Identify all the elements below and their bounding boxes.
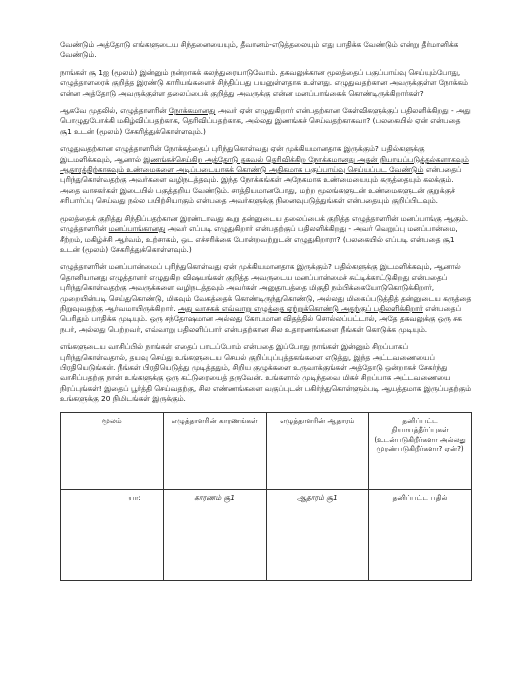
cell-source: யா: xyxy=(61,489,164,580)
underlined-text: நோக்கமானது xyxy=(168,106,216,116)
paragraph xyxy=(60,342,472,404)
paragraph-text: எழுத்தாளரின் மனப்பான்மைப் புரிந்துகொள்வது ஏன் முக்கியமானதாக இருக்கும்? பதில்களுக்கு இடமளிக்கவும், ஆனால் தொனியானது எழுத்தாளர் எழுதுகிற விஷயங்கள் குறித்த அவருடைய மனப்பான்மைச் சுட்டிக்காட்டுகிறது என்பதைப் புரிந்துகொள்வதற்கு அவருக்களை வழிநடத்தவும் அவர்கள் அனுதாபத்தை மிகுதி நம்பிக்கையோடுகொடுக்கிறார், முறையின்படி செய்துகொண்டு, மிகவும் வேகத்தைக் கொண்டிருந்துகொண்டு, அல்லது மிகைப்படுத்தித் தன்னுடைய கருத்தை நிறுவுவதற்கு ஆர்வமாயிருக்கிறார். xyxy=(60,262,472,313)
paragraph-text: அவர் எப்படி எழுதுகிறார் என்பதற்குப் பதிலளிக்கிறது - அவர் வெறுப்பு மனப்பான்மை, சீற்றம், மகிழ்ச்சி ஆர்வம், உற்சாகம், ஒட எச்சரிக்கை போன்றவற்றுடன் எழுதுகிறாரா? (பலகையில் எப்படி என்பதை சூ1 உடன் (மூலம்) சேகரித்துக்கொள்ளவும்.) xyxy=(60,224,458,254)
header-source: மூலம் xyxy=(61,412,164,489)
cell-personal-response: தனிப்பட்ட பதில் xyxy=(369,489,472,580)
table-header-row xyxy=(61,412,472,489)
table-row xyxy=(61,489,472,580)
header-personal-judgements: தனிப்பட்ட நியாயத்தீர்ப்புகள் (உடன்படுகிறீர்களா அல்லது முரண்படுகிறீர்களா? ஏன்?) xyxy=(369,412,472,489)
underlined-text: அது வாசகக் எவ்வாறு எழுத்தை ஏற்றுக்கொண்டு அதற்குப் பதிலளிக்கிறார் xyxy=(177,303,423,313)
cell-evidence: ஆதாரம் சூ1 xyxy=(266,489,369,580)
paragraph-text: ஆகவே முதலில், எழுத்தாளரின் xyxy=(60,106,169,116)
paragraph-text: நாங்கள் சூ 1ஐ (மூலம்) இன்னும் நன்றாகக் கலந்துரையாடுவோம். தகவலுக்கான மூலத்தைப் பகுப்பாய்வு செய்யும்போது, எழுத்தாளரைக் குறித்த இரண்டு காரியங்களைச் சிந்திப்பது பயனுள்ளதாக உள்ளது. எழுதுவதற்கான அவருக்குள்ள நோக்கம் என்ன அத்தோடு அவருக்குள்ள தலைப்பைக் குறித்து அவருக்கு என்ன மனப்பாங்கைக் கொண்டிருக்கிறார்கள்? xyxy=(60,67,468,98)
document-body xyxy=(60,40,472,405)
paragraph xyxy=(60,214,472,256)
cell-reason: காரணம் சூ1 xyxy=(163,489,266,580)
paragraph xyxy=(60,40,472,61)
paragraph-text: என்பதைப் புரிந்துகொள்வதற்கு அவர்களை வழிநடத்தவும். இந்த நோக்கங்கள் அநேகமாக உண்மையையும் கருத்தையும் கலக்கும். அதை வாசகர்கள் இடையில் பகுத்தறிய வேண்டும். சாத்தியமானபோது, மற்ற மூலங்களுடன் உண்மைகளுடன் குறுக்குச் சரிபார்ப்பு செய்வது நல்ல பயிற்சியாகும் என்பதை அவர்களுக்கு நினைவுபடுத்துங்கள் என்பதையும் குறிப்பிடவும். xyxy=(60,165,462,206)
underlined-text: மனப்பாங்கானது xyxy=(108,224,166,234)
notes-table xyxy=(60,412,472,581)
paragraph-text: அவர் ஏன் எழுதுகிறார் என்பதற்கான கேள்விகளுக்குப் பதிலளிக்கிறது - அது பொழுதுபோக்கி மகிழ்விப்பதற்காக, தெரிவிப்பதற்காக, அல்லது இணங்கச் செய்வதற்காகவா? (பலகையில் ஏன் என்பதை சூ1 உடன் (மூலம்) சேகரித்துக்கொள்ளவும்.) xyxy=(60,106,471,136)
paragraph-text: எழுதுவதற்கான எழுத்தாளரின் நோக்கத்தைப் புரிந்துகொள்வது ஏன் முக்கியமானதாக இருக்கும்? பதில்களுக்கு இடமளிக்கவும், ஆனால் xyxy=(60,144,425,164)
document-page xyxy=(60,40,472,581)
underlined-text: இணங்கச்செய்கிற அத்தோடு தகவல் தெரிவிக்கிற நோக்கமானது அதன் நியாயப்படுத்தல்களாகவும் ஆதாரத்திற்காகவும் உண்மைகளை அடிப்படையாகக் கொண்டு அதிகமாக பகுப்பாய்வு செய்யப்பட வேண்டும் xyxy=(60,154,469,175)
paragraph xyxy=(60,144,472,206)
header-author-evidence: எழுத்தாளரின் ஆதாரம் xyxy=(266,412,369,489)
paragraph-text: வேண்டும் அத்தோடு எங்களுடைய சிந்தனையையும், தீவானம்-எடுத்தலையும் எது பாதிக்க வேண்டும் என்று தீர்மானிக்க வேண்டும். xyxy=(60,40,459,60)
paragraph xyxy=(60,262,472,335)
paragraph-text: எங்களுடைய வாசிப்பில் நாங்கள் எதைப் பாடப்போம் என்பதை இப்போது நாங்கள் இன்னும் சிறப்பாகப் புரிந்துகொள்வதால், தயவு செய்து உங்களுடைய செயல் குறிப்புப்புத்தகங்களை எடுத்து, இந்த அட்டவணையைப் பிரதியெடுங்கள். நீங்கள் பிரதியெடுத்து முடித்ததும், சிறிய குழுக்களை உருவாக்குங்கள் அத்தோடு ஒன்றாகச் சேகர்ந்து வாசிப்பதற்கு நான் உங்களுக்கு ஒரு கட்டுரையைத் தருவேன். உங்களால் முடிந்தவை மிகச் சிறப்பாக அட்டவணையை நிரப்புங்கள்! இதைப் பூர்த்தி செய்வதற்கு, சில எண்ணங்களை வகுப்புடன் பகிர்ந்துகொள்ளும்படி ஆயத்தமாக இருப்பதற்கும் உங்களுக்கு 20 நிமிடங்கள் இருக்கும். xyxy=(60,342,472,404)
paragraph-text: மூலத்தைக் குறித்து சிந்திப்பதற்கான இரண்டாவது கூறு தன்னுடைய தலைப்பைக் குறித்த எழுத்தாளரின் மனப்பாங்கு ஆகும். எழுத்தாளரின் xyxy=(60,213,469,234)
paragraph xyxy=(60,106,472,137)
header-author-reasons: எழுத்தாளரின் காரணங்கள் xyxy=(163,412,266,489)
paragraph-text: என்பதைப் பெரிதும் பாதிக்க முடியும். ஒரு சந்தோஷமான அல்லது கோபமான விதத்தில் சொல்லப்பட்டால், அதே தகவலுக்கு ஒரு சக நபர், அல்லது பெற்றவர், எவ்வாறு பதிலளிப்பார் என்பதற்கான சில உதாரணங்களை நீங்கள் கொடுக்க முடியும். xyxy=(60,303,462,334)
paragraph xyxy=(60,68,472,99)
